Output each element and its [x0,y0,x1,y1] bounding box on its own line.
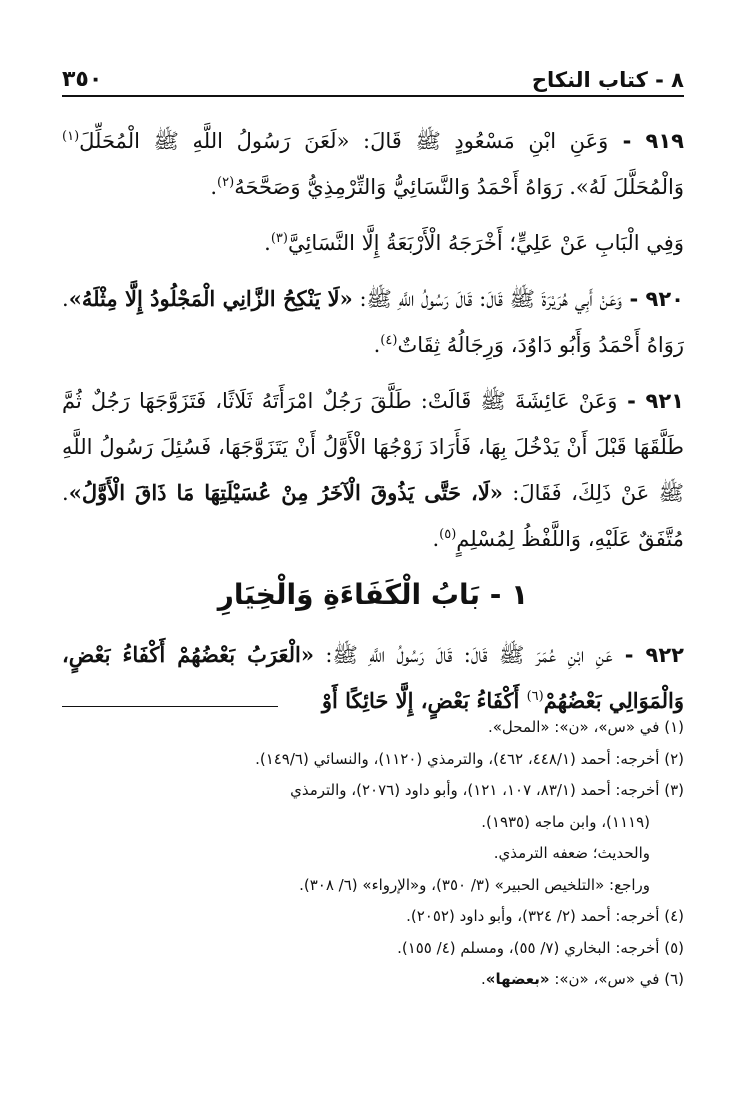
footnote-1: (١) في «س»، «ن»: «المحل». [487,718,684,736]
page-header [62,58,684,92]
hadith-text: . [210,175,218,199]
hadith-number: ٩١٩ - [608,129,684,153]
hadith-text: وَالْمُحَلَّلَ لَهُ». رَوَاهُ أَحْمَدُ وَالنَّسَائِيُّ وَالتِّرْمِذِيُّ وَصَحَّحَهُ [234,175,684,199]
hadith-text: عَنِ ابْنِ عُمَرَ ﷺ قَالَ: قَالَ رَسُولُ اللَّهِ ﷺ: [314,643,613,667]
footnote-3-cont: (١١١٩)، وابن ماجه (١٩٣٥). [481,812,650,831]
section-title: ١ - بَابُ الْكَفَاءَةِ وَالْخِيَارِ [217,578,529,611]
hadith-text: . [432,527,440,551]
hadith-920 [62,276,684,368]
hadith-number: ٩٢٢ - [612,643,684,667]
hadith-text: وَفِي الْبَابِ عَنْ عَلِيٍّ؛ أَخْرَجَهُ الْأَرْبَعَةُ إِلَّا النَّسَائِيَّ [287,231,684,255]
footnote-3: (٣) أخرجه: أحمد (٨٣/١، ١٠٧، ١٢١)، وأبو داود (٢٠٧٦)، والترمذي [290,781,684,799]
footnote-rule [62,706,278,707]
footnote-ref: (١) [62,129,80,144]
footnote-variant: «بعضها» [485,970,550,988]
hadith-quote: «الْعَرَبُ بَعْضُهُمْ أَكْفَاءُ بَعْضٍ، وَالْمَوَالِي بَعْضُهُمْ [62,642,684,713]
hadith-text: وَعَنْ عَائِشَةَ ﷺ قَالَتْ: طَلَّقَ رَجُلٌ امْرَأَتَهُ ثَلَاثًا، فَتَزَوَّجَهَا رَجُلٌ ثُمَّ طَلَّقَهَا قَبْلَ أَنْ يَدْخُلَ بِهَا، فَأَرَادَ زَوْجُهَا الْأَوَّلُ أَنْ يَتَزَوَّجَهَا، فَسُئِلَ رَسُولُ اللَّهِ ﷺ عَنْ ذَلِكَ، فَقَالَ: [62,389,684,505]
hadith-number: ٩٢١ - [617,389,684,413]
header-rule [62,95,684,97]
chapter-title: ٨ - كتاب النكاح [531,68,684,92]
footnotes [62,712,684,996]
hadith-number: ٩٢٠ - [622,287,684,311]
footnote-ref: (٥) [439,527,457,542]
footnote-4: (٤) أخرجه: أحمد (٢/ ٣٢٤)، وأبو داود (٢٠٥٢). [406,907,684,925]
hadith-text: وَعَنْ أَبِي هُرَيْرَةَ ﷺ قَالَ: قَالَ رَسُولُ اللَّهِ ﷺ: [352,287,623,311]
hadith-919 [62,118,684,210]
hadith-quote: «لَا يَنْكِحُ الزَّانِي الْمَجْلُودُ إِلَّا مِثْلَهُ» [68,286,353,311]
hadith-text: . رَوَاهُ أَحْمَدُ وَأَبُو دَاوُدَ، وَرِجَالُهُ ثِقَاتٌ [62,287,684,357]
hadith-text: . مُتَّفَقٌ عَلَيْهِ، وَاللَّفْظُ لِمُسْلِمٍ [62,481,684,551]
hadith-text: . [373,333,381,357]
hadith-922 [62,632,684,724]
footnote-ref: (٦) [526,689,544,704]
hadith-quote: «لَا، حَتَّى يَذُوقَ الْآخَرُ مِنْ عُسَيْلَتِهَا مَا ذَاقَ الْأَوَّلُ» [68,480,503,505]
footnote-text: (٦) في «س»، «ن»: [549,970,684,988]
footnote-5: (٥) أخرجه: البخاري (٧/ ٥٥)، ومسلم (٤/ ١٥٥). [397,938,684,957]
hadith-quote: أَكْفَاءُ بَعْضٍ، إِلَّا حَائِكًا أَوْ [321,688,527,713]
footnote-3-ref: وراجع: «التلخيص الحبير» (٣/ ٣٥٠)، و«الإرواء» (٦/ ٣٠٨). [299,875,650,894]
hadith-text: وَعَنِ ابْنِ مَسْعُودٍ ﷺ قَالَ: «لَعَنَ رَسُولُ اللَّهِ ﷺ الْمُحَلِّلَ [79,129,609,153]
footnote-ref: (٣) [270,231,288,246]
footnote-ref: (٤) [380,333,398,348]
footnote-3-note: والحديث؛ ضعفه الترمذي. [493,844,650,862]
footnote-2: (٢) أخرجه: أحمد (٤٤٨/١، ٤٦٢)، والترمذي (١١٢٠)، والنسائي (١٤٩/٦). [255,749,684,768]
footnote-6 [62,964,684,996]
main-text [62,118,684,734]
footnote-ref: (٢) [217,175,235,190]
hadith-921 [62,378,684,562]
hadith-919-note [62,220,684,266]
footnote-text: . [480,970,486,988]
page-number: ٣٥٠ [62,67,103,92]
hadith-text: . [264,231,271,255]
